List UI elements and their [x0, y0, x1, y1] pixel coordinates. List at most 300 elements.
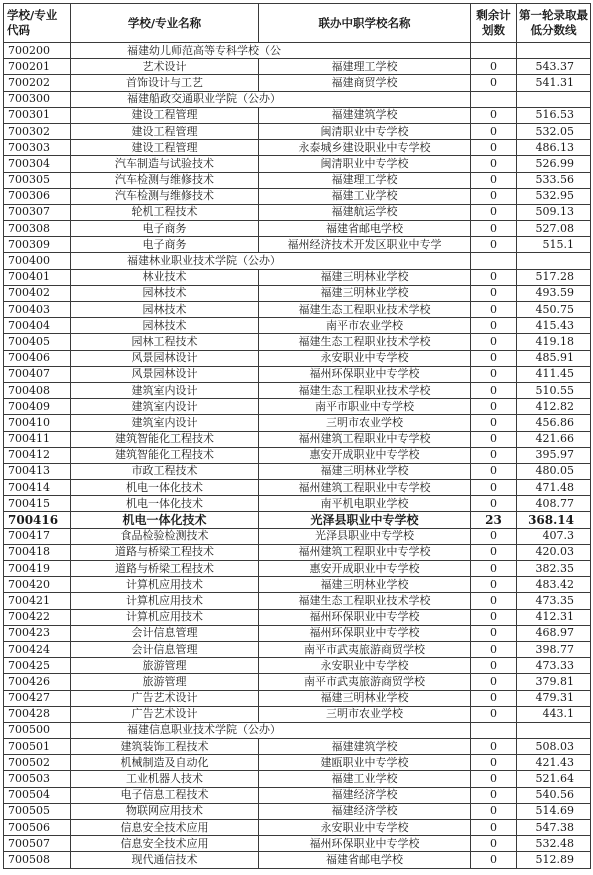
- cell-min-score: 421.43: [517, 755, 591, 771]
- header-min-score: 第一轮录取最低分数线: [517, 4, 591, 43]
- cell-major-name: 电子信息工程技术: [71, 787, 259, 803]
- cell-code: 700407: [4, 366, 71, 382]
- cell-major-name: 建设工程管理: [71, 123, 259, 139]
- cell-code: 700402: [4, 285, 71, 301]
- cell-min-score: 540.56: [517, 787, 591, 803]
- table-row: [4, 431, 591, 447]
- cell-code: 700413: [4, 463, 71, 479]
- table-group-row: [4, 253, 591, 269]
- cell-remaining-plan: 0: [471, 318, 517, 334]
- cell-major-name: 汽车制造与试验技术: [71, 156, 259, 172]
- cell-partner-school: 南平市职业中专学校: [259, 399, 471, 415]
- cell-min-score: 398.77: [517, 641, 591, 657]
- table-row: [4, 75, 591, 91]
- table-group-row: [4, 43, 591, 59]
- cell-code: 700409: [4, 399, 71, 415]
- table-row: [4, 512, 591, 528]
- cell-min-score: 395.97: [517, 447, 591, 463]
- cell-major-name: 建设工程管理: [71, 140, 259, 156]
- cell-partner-school: 永安职业中专学校: [259, 820, 471, 836]
- table-row: [4, 577, 591, 593]
- cell-remaining-plan: 0: [471, 771, 517, 787]
- cell-major-name: 轮机工程技术: [71, 204, 259, 220]
- table-row: [4, 188, 591, 204]
- table-row: [4, 496, 591, 512]
- cell-partner-school: 三明市农业学校: [259, 415, 471, 431]
- cell-min-score: [517, 91, 591, 107]
- table-row: [4, 852, 591, 868]
- cell-code: 700404: [4, 318, 71, 334]
- cell-code: 700415: [4, 496, 71, 512]
- cell-major-name: 旅游管理: [71, 658, 259, 674]
- cell-min-score: 509.13: [517, 204, 591, 220]
- cell-major-name: 机电一体化技术: [71, 512, 259, 528]
- cell-partner-school: 福建建筑学校: [259, 739, 471, 755]
- table-row: [4, 544, 591, 560]
- cell-code: 700201: [4, 59, 71, 75]
- cell-min-score: 508.03: [517, 739, 591, 755]
- cell-remaining-plan: 0: [471, 269, 517, 285]
- cell-min-score: 479.31: [517, 690, 591, 706]
- cell-major-name: 信息安全技术应用: [71, 836, 259, 852]
- cell-code: 700428: [4, 706, 71, 722]
- cell-remaining-plan: 0: [471, 140, 517, 156]
- cell-major-name: 计算机应用技术: [71, 609, 259, 625]
- cell-remaining-plan: 0: [471, 75, 517, 91]
- cell-min-score: 526.99: [517, 156, 591, 172]
- cell-partner-school: 永安职业中专学校: [259, 350, 471, 366]
- cell-remaining-plan: 0: [471, 463, 517, 479]
- cell-major-name: 园林工程技术: [71, 334, 259, 350]
- cell-major-name: 现代通信技术: [71, 852, 259, 868]
- cell-min-score: 483.42: [517, 577, 591, 593]
- cell-major-name: 市政工程技术: [71, 463, 259, 479]
- header-code: 学校/专业代码: [4, 4, 71, 43]
- table-row: [4, 561, 591, 577]
- cell-remaining-plan: 0: [471, 237, 517, 253]
- cell-code: 700202: [4, 75, 71, 91]
- cell-remaining-plan: [471, 43, 517, 59]
- cell-college-name: 福建幼儿师范高等专科学校（公: [71, 43, 471, 59]
- cell-min-score: 421.66: [517, 431, 591, 447]
- cell-code: 700414: [4, 480, 71, 496]
- table-row: [4, 706, 591, 722]
- table-row: [4, 593, 591, 609]
- cell-major-name: 计算机应用技术: [71, 593, 259, 609]
- cell-remaining-plan: 0: [471, 480, 517, 496]
- table-row: [4, 156, 591, 172]
- cell-partner-school: 南平机电职业学校: [259, 496, 471, 512]
- cell-remaining-plan: 0: [471, 156, 517, 172]
- cell-remaining-plan: 0: [471, 755, 517, 771]
- cell-remaining-plan: 0: [471, 609, 517, 625]
- cell-partner-school: 福州建筑工程职业中专学校: [259, 431, 471, 447]
- table-row: [4, 140, 591, 156]
- cell-min-score: 516.53: [517, 107, 591, 123]
- cell-major-name: 林业技术: [71, 269, 259, 285]
- cell-major-name: 工业机器人技术: [71, 771, 259, 787]
- cell-min-score: 368.14: [517, 512, 591, 528]
- cell-code: 700406: [4, 350, 71, 366]
- table-row: [4, 334, 591, 350]
- cell-code: 700408: [4, 382, 71, 398]
- cell-min-score: 407.3: [517, 528, 591, 544]
- table-row: [4, 366, 591, 382]
- cell-min-score: 527.08: [517, 221, 591, 237]
- cell-min-score: 533.56: [517, 172, 591, 188]
- cell-major-name: 汽车检测与维修技术: [71, 172, 259, 188]
- table-row: [4, 820, 591, 836]
- cell-min-score: 468.97: [517, 625, 591, 641]
- cell-min-score: 456.86: [517, 415, 591, 431]
- cell-partner-school: 南平市农业学校: [259, 318, 471, 334]
- cell-code: 700303: [4, 140, 71, 156]
- cell-code: 700501: [4, 739, 71, 755]
- table-row: [4, 269, 591, 285]
- cell-partner-school: 福建三明林业学校: [259, 285, 471, 301]
- cell-major-name: 会计信息管理: [71, 625, 259, 641]
- cell-code: 700421: [4, 593, 71, 609]
- cell-remaining-plan: 0: [471, 350, 517, 366]
- cell-major-name: 广告艺术设计: [71, 706, 259, 722]
- table-row: [4, 204, 591, 220]
- table-row: [4, 221, 591, 237]
- cell-partner-school: 福建省邮电学校: [259, 852, 471, 868]
- cell-remaining-plan: 0: [471, 674, 517, 690]
- table-row: [4, 739, 591, 755]
- cell-major-name: 风景园林设计: [71, 350, 259, 366]
- cell-partner-school: 福州环保职业中专学校: [259, 609, 471, 625]
- cell-remaining-plan: 0: [471, 690, 517, 706]
- cell-major-name: 园林技术: [71, 302, 259, 318]
- cell-major-name: 建筑智能化工程技术: [71, 431, 259, 447]
- cell-college-name: 福建信息职业技术学院（公办）: [71, 722, 471, 738]
- table-row: [4, 658, 591, 674]
- cell-partner-school: 福建工业学校: [259, 771, 471, 787]
- table-row: [4, 415, 591, 431]
- cell-major-name: 广告艺术设计: [71, 690, 259, 706]
- cell-major-name: 园林技术: [71, 285, 259, 301]
- cell-min-score: 382.35: [517, 561, 591, 577]
- cell-code: 700503: [4, 771, 71, 787]
- cell-code: 700304: [4, 156, 71, 172]
- table-row: [4, 528, 591, 544]
- cell-min-score: 415.43: [517, 318, 591, 334]
- cell-major-name: 建筑装饰工程技术: [71, 739, 259, 755]
- cell-code: 700401: [4, 269, 71, 285]
- cell-partner-school: 光泽县职业中专学校: [259, 528, 471, 544]
- cell-remaining-plan: [471, 253, 517, 269]
- cell-code: 700426: [4, 674, 71, 690]
- cell-major-name: 园林技术: [71, 318, 259, 334]
- table-row: [4, 285, 591, 301]
- cell-min-score: 547.38: [517, 820, 591, 836]
- cell-partner-school: 永泰城乡建设职业中专学校: [259, 140, 471, 156]
- cell-major-name: 首饰设计与工艺: [71, 75, 259, 91]
- table-row: [4, 302, 591, 318]
- cell-code: 700301: [4, 107, 71, 123]
- cell-code: 700307: [4, 204, 71, 220]
- cell-remaining-plan: 0: [471, 204, 517, 220]
- cell-code: 700306: [4, 188, 71, 204]
- cell-partner-school: 闽清职业中专学校: [259, 156, 471, 172]
- cell-code: 700403: [4, 302, 71, 318]
- cell-min-score: 541.31: [517, 75, 591, 91]
- cell-code: 700416: [4, 512, 71, 528]
- cell-partner-school: 福州经济技术开发区职业中专学: [259, 237, 471, 253]
- cell-partner-school: 永安职业中专学校: [259, 658, 471, 674]
- cell-partner-school: 福建航运学校: [259, 204, 471, 220]
- table-row: [4, 771, 591, 787]
- cell-code: 700502: [4, 755, 71, 771]
- cell-code: 700423: [4, 625, 71, 641]
- cell-min-score: 480.05: [517, 463, 591, 479]
- cell-min-score: 420.03: [517, 544, 591, 560]
- header-name: 学校/专业名称: [71, 4, 259, 43]
- cell-code: 700411: [4, 431, 71, 447]
- cell-major-name: 风景园林设计: [71, 366, 259, 382]
- table-row: [4, 123, 591, 139]
- table-row: [4, 836, 591, 852]
- cell-min-score: 515.1: [517, 237, 591, 253]
- cell-remaining-plan: 0: [471, 561, 517, 577]
- cell-remaining-plan: [471, 722, 517, 738]
- cell-remaining-plan: 0: [471, 188, 517, 204]
- cell-partner-school: 南平市武夷旅游商贸学校: [259, 641, 471, 657]
- cell-major-name: 建设工程管理: [71, 107, 259, 123]
- cell-remaining-plan: 0: [471, 172, 517, 188]
- cell-partner-school: 惠安开成职业中专学校: [259, 561, 471, 577]
- cell-remaining-plan: 0: [471, 577, 517, 593]
- cell-remaining-plan: 0: [471, 593, 517, 609]
- cell-min-score: 543.37: [517, 59, 591, 75]
- cell-code: 700500: [4, 722, 71, 738]
- cell-partner-school: 三明市农业学校: [259, 706, 471, 722]
- cell-code: 700308: [4, 221, 71, 237]
- table-body: [4, 43, 591, 869]
- cell-min-score: 379.81: [517, 674, 591, 690]
- cell-min-score: 412.82: [517, 399, 591, 415]
- cell-min-score: [517, 722, 591, 738]
- cell-remaining-plan: 0: [471, 803, 517, 819]
- cell-remaining-plan: 0: [471, 641, 517, 657]
- cell-code: 700505: [4, 803, 71, 819]
- cell-code: 700422: [4, 609, 71, 625]
- cell-code: 700425: [4, 658, 71, 674]
- cell-min-score: 450.75: [517, 302, 591, 318]
- cell-major-name: 机械制造及自动化: [71, 755, 259, 771]
- table-row: [4, 463, 591, 479]
- cell-min-score: 443.1: [517, 706, 591, 722]
- table-row: [4, 237, 591, 253]
- cell-code: 700420: [4, 577, 71, 593]
- table-header-row: [4, 4, 591, 43]
- cell-college-name: 福建林业职业技术学院（公办）: [71, 253, 471, 269]
- cell-partner-school: 福州环保职业中专学校: [259, 836, 471, 852]
- cell-partner-school: 闽清职业中专学校: [259, 123, 471, 139]
- cell-partner-school: 福建生态工程职业技术学校: [259, 334, 471, 350]
- table-row: [4, 641, 591, 657]
- cell-remaining-plan: 0: [471, 836, 517, 852]
- cell-remaining-plan: 0: [471, 334, 517, 350]
- cell-code: 700302: [4, 123, 71, 139]
- cell-partner-school: 福建生态工程职业技术学校: [259, 593, 471, 609]
- table-row: [4, 382, 591, 398]
- cell-partner-school: 福建三明林业学校: [259, 463, 471, 479]
- table-row: [4, 172, 591, 188]
- cell-major-name: 旅游管理: [71, 674, 259, 690]
- cell-major-name: 汽车检测与维修技术: [71, 188, 259, 204]
- cell-partner-school: 福建建筑学校: [259, 107, 471, 123]
- cell-partner-school: 福建工业学校: [259, 188, 471, 204]
- cell-partner-school: 惠安开成职业中专学校: [259, 447, 471, 463]
- cell-remaining-plan: 0: [471, 123, 517, 139]
- cell-partner-school: 福建经济学校: [259, 803, 471, 819]
- cell-major-name: 建筑室内设计: [71, 382, 259, 398]
- cell-code: 700405: [4, 334, 71, 350]
- cell-min-score: 408.77: [517, 496, 591, 512]
- cell-partner-school: 福建三明林业学校: [259, 269, 471, 285]
- cell-min-score: 514.69: [517, 803, 591, 819]
- cell-min-score: 532.48: [517, 836, 591, 852]
- cell-major-name: 食品检验检测技术: [71, 528, 259, 544]
- cell-major-name: 道路与桥梁工程技术: [71, 561, 259, 577]
- cell-min-score: [517, 253, 591, 269]
- table-row: [4, 787, 591, 803]
- cell-remaining-plan: 0: [471, 107, 517, 123]
- cell-min-score: 512.89: [517, 852, 591, 868]
- cell-code: 700305: [4, 172, 71, 188]
- cell-remaining-plan: 0: [471, 415, 517, 431]
- cell-remaining-plan: 0: [471, 787, 517, 803]
- table-row: [4, 480, 591, 496]
- cell-code: 700200: [4, 43, 71, 59]
- cell-min-score: 411.45: [517, 366, 591, 382]
- table-row: [4, 803, 591, 819]
- cell-min-score: 510.55: [517, 382, 591, 398]
- cell-code: 700410: [4, 415, 71, 431]
- cell-partner-school: 福建商贸学校: [259, 75, 471, 91]
- cell-min-score: 473.35: [517, 593, 591, 609]
- cell-remaining-plan: 0: [471, 706, 517, 722]
- cell-remaining-plan: 0: [471, 496, 517, 512]
- cell-partner-school: 福州环保职业中专学校: [259, 625, 471, 641]
- cell-partner-school: 福建三明林业学校: [259, 577, 471, 593]
- table-row: [4, 447, 591, 463]
- header-partner-school: 联办中职学校名称: [259, 4, 471, 43]
- cell-min-score: 517.28: [517, 269, 591, 285]
- cell-min-score: 521.64: [517, 771, 591, 787]
- cell-major-name: 道路与桥梁工程技术: [71, 544, 259, 560]
- table-row: [4, 674, 591, 690]
- cell-min-score: 493.59: [517, 285, 591, 301]
- cell-code: 700508: [4, 852, 71, 868]
- cell-remaining-plan: 0: [471, 447, 517, 463]
- cell-code: 700418: [4, 544, 71, 560]
- cell-major-name: 电子商务: [71, 237, 259, 253]
- cell-major-name: 会计信息管理: [71, 641, 259, 657]
- cell-partner-school: 福建生态工程职业技术学校: [259, 382, 471, 398]
- cell-partner-school: 光泽县职业中专学校: [259, 512, 471, 528]
- cell-remaining-plan: 0: [471, 852, 517, 868]
- cell-remaining-plan: 23: [471, 512, 517, 528]
- cell-code: 700424: [4, 641, 71, 657]
- cell-code: 700417: [4, 528, 71, 544]
- cell-remaining-plan: 0: [471, 625, 517, 641]
- cell-remaining-plan: 0: [471, 366, 517, 382]
- cell-min-score: [517, 43, 591, 59]
- cell-code: 700504: [4, 787, 71, 803]
- table-group-row: [4, 91, 591, 107]
- cell-code: 700419: [4, 561, 71, 577]
- cell-remaining-plan: [471, 91, 517, 107]
- cell-major-name: 建筑室内设计: [71, 399, 259, 415]
- cell-min-score: 532.95: [517, 188, 591, 204]
- cell-remaining-plan: 0: [471, 528, 517, 544]
- table-row: [4, 755, 591, 771]
- cell-code: 700412: [4, 447, 71, 463]
- cell-partner-school: 福州建筑工程职业中专学校: [259, 544, 471, 560]
- cell-partner-school: 福建经济学校: [259, 787, 471, 803]
- cell-min-score: 473.33: [517, 658, 591, 674]
- cell-major-name: 电子商务: [71, 221, 259, 237]
- cell-code: 700400: [4, 253, 71, 269]
- cell-remaining-plan: 0: [471, 382, 517, 398]
- cell-remaining-plan: 0: [471, 221, 517, 237]
- cell-major-name: 物联网应用技术: [71, 803, 259, 819]
- cell-partner-school: 南平市武夷旅游商贸学校: [259, 674, 471, 690]
- cell-min-score: 412.31: [517, 609, 591, 625]
- cell-remaining-plan: 0: [471, 544, 517, 560]
- cell-min-score: 485.91: [517, 350, 591, 366]
- cell-college-name: 福建船政交通职业学院（公办）: [71, 91, 471, 107]
- cell-code: 700506: [4, 820, 71, 836]
- cell-major-name: 计算机应用技术: [71, 577, 259, 593]
- cell-min-score: 471.48: [517, 480, 591, 496]
- table-row: [4, 399, 591, 415]
- cell-major-name: 建筑室内设计: [71, 415, 259, 431]
- cell-major-name: 信息安全技术应用: [71, 820, 259, 836]
- table-row: [4, 350, 591, 366]
- cell-code: 700300: [4, 91, 71, 107]
- cell-major-name: 机电一体化技术: [71, 480, 259, 496]
- table-row: [4, 107, 591, 123]
- cell-partner-school: 福建省邮电学校: [259, 221, 471, 237]
- cell-major-name: 机电一体化技术: [71, 496, 259, 512]
- cell-major-name: 建筑智能化工程技术: [71, 447, 259, 463]
- cell-remaining-plan: 0: [471, 302, 517, 318]
- cell-remaining-plan: 0: [471, 59, 517, 75]
- table-row: [4, 318, 591, 334]
- table-group-row: [4, 722, 591, 738]
- cell-partner-school: 福建理工学校: [259, 59, 471, 75]
- cell-code: 700309: [4, 237, 71, 253]
- cell-remaining-plan: 0: [471, 431, 517, 447]
- cell-remaining-plan: 0: [471, 739, 517, 755]
- table-row: [4, 609, 591, 625]
- cell-partner-school: 福建生态工程职业技术学校: [259, 302, 471, 318]
- cell-partner-school: 福建理工学校: [259, 172, 471, 188]
- table-row: [4, 59, 591, 75]
- table-row: [4, 625, 591, 641]
- cell-remaining-plan: 0: [471, 658, 517, 674]
- cell-remaining-plan: 0: [471, 820, 517, 836]
- cell-min-score: 419.18: [517, 334, 591, 350]
- cell-min-score: 532.05: [517, 123, 591, 139]
- table-row: [4, 690, 591, 706]
- cell-partner-school: 福州建筑工程职业中专学校: [259, 480, 471, 496]
- cell-code: 700427: [4, 690, 71, 706]
